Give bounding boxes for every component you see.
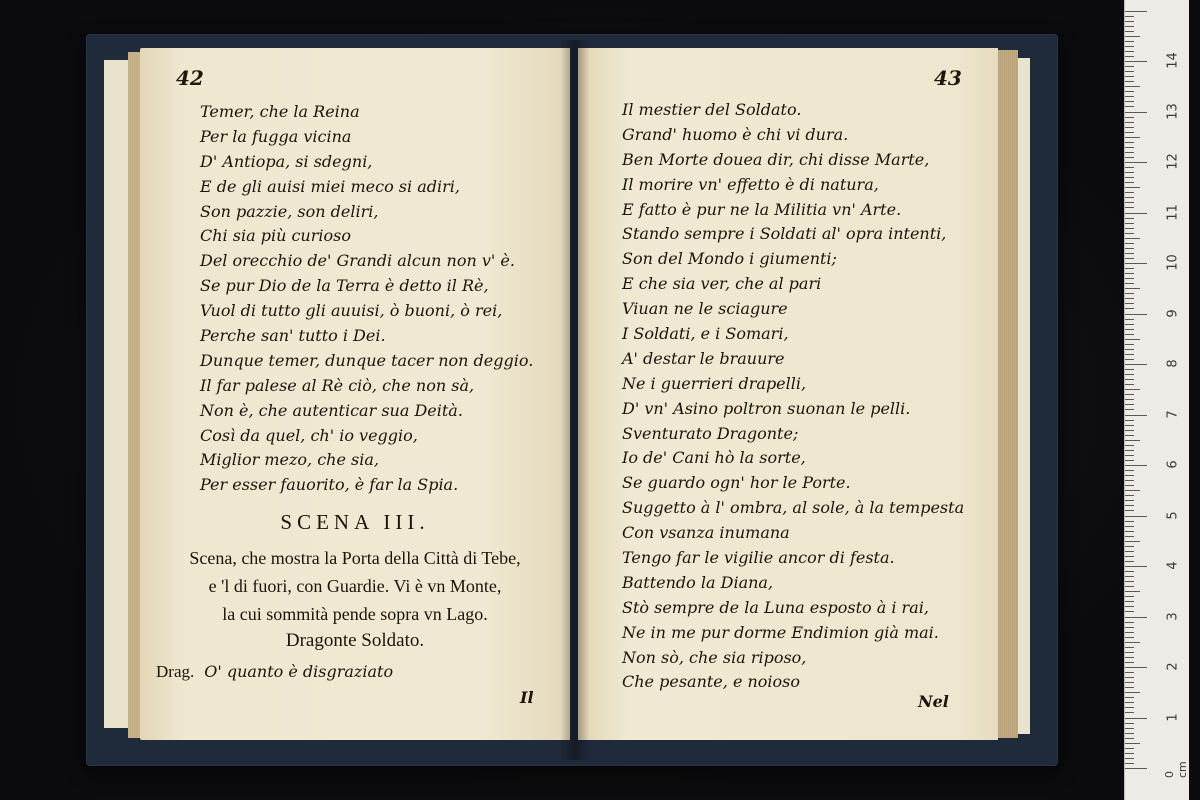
verse-line: Stò sempre de la Luna esposto à i rai, xyxy=(622,597,929,617)
ruler-tick xyxy=(1125,308,1134,309)
speaker-name: Drag. xyxy=(156,662,195,681)
ruler-tick xyxy=(1125,11,1147,12)
ruler-tick xyxy=(1125,430,1134,431)
ruler-tick xyxy=(1125,314,1147,315)
ruler-tick xyxy=(1125,16,1134,17)
ruler-tick xyxy=(1125,652,1134,653)
ruler-tick xyxy=(1125,404,1134,405)
ruler-tick xyxy=(1125,162,1147,163)
ruler-tick xyxy=(1125,228,1134,229)
verse-line: Ne in me pur dorme Endimion già mai. xyxy=(622,622,939,642)
ruler-tick xyxy=(1125,627,1134,628)
verse-line: A' destar le brauure xyxy=(622,348,785,368)
ruler-tick xyxy=(1125,561,1134,562)
ruler-tick xyxy=(1125,586,1134,587)
ruler-tick xyxy=(1125,505,1134,506)
ruler-tick xyxy=(1125,36,1140,37)
ruler-tick xyxy=(1125,71,1134,72)
ruler-tick xyxy=(1125,56,1134,57)
ruler-tick xyxy=(1125,86,1140,87)
verse-line: Se pur Dio de la Terra è detto il Rè, xyxy=(200,276,489,296)
ruler-tick xyxy=(1125,526,1134,527)
ruler-number: 6 xyxy=(1165,460,1181,469)
ruler-tick xyxy=(1125,697,1134,698)
ruler-tick xyxy=(1125,369,1134,370)
verse-line: Viuan ne le sciagure xyxy=(622,299,788,319)
speaker-line xyxy=(156,662,393,682)
ruler-tick xyxy=(1125,384,1134,385)
ruler-tick xyxy=(1125,374,1134,375)
ruler-number: 3 xyxy=(1165,611,1181,621)
ruler-tick xyxy=(1125,364,1147,365)
ruler-tick xyxy=(1125,329,1134,330)
scene-heading: SCENA III. xyxy=(280,510,430,534)
verse-line: Per esser fauorito, è far la Spia. xyxy=(200,475,459,495)
ruler-tick xyxy=(1125,617,1147,618)
ruler-number: 13 xyxy=(1165,102,1181,120)
verse-line: Ne i guerrieri drapelli, xyxy=(622,373,807,393)
ruler-tick xyxy=(1125,101,1134,102)
right-catchword: Nel xyxy=(918,692,949,711)
verse-line: Il far palese al Rè ciò, che non sà, xyxy=(200,375,475,395)
right-verse-list xyxy=(622,98,964,695)
ruler-tick xyxy=(1125,723,1134,724)
ruler-tick xyxy=(1125,66,1134,67)
ruler-tick xyxy=(1125,546,1134,547)
ruler-tick xyxy=(1125,510,1134,511)
ruler-tick xyxy=(1125,672,1134,673)
ruler-tick xyxy=(1125,207,1134,208)
verse-line: Ben Morte douea dir, chi disse Marte, xyxy=(622,149,930,169)
ruler-tick xyxy=(1125,213,1147,214)
ruler-tick xyxy=(1125,91,1134,92)
ruler-number: 1 xyxy=(1165,712,1181,722)
ruler-tick xyxy=(1125,223,1134,224)
ruler-number: 12 xyxy=(1165,153,1181,170)
ruler-tick xyxy=(1125,485,1134,486)
ruler-tick xyxy=(1125,349,1134,350)
verse-line: Perche san' tutto i Dei. xyxy=(200,326,386,346)
ruler-tick xyxy=(1125,344,1134,345)
ruler-tick xyxy=(1125,718,1147,719)
scene-description xyxy=(140,544,570,628)
verse-line: Temer, che la Reina xyxy=(200,102,360,121)
ruler-tick xyxy=(1125,157,1134,158)
verse-line: Non sò, che sia riposo, xyxy=(622,647,807,667)
ruler-tick xyxy=(1125,475,1134,476)
ruler-tick xyxy=(1125,682,1134,683)
left-page xyxy=(140,48,570,740)
ruler-tick xyxy=(1125,268,1134,269)
right-flyleaf xyxy=(1016,58,1030,734)
verse-line: Suggetto à l' ombra, al sole, à la tempesta xyxy=(622,498,965,518)
ruler-unit-label: 0 cm xyxy=(1163,761,1189,778)
ruler-tick xyxy=(1125,667,1147,668)
ruler-tick xyxy=(1125,394,1134,395)
ruler-tick xyxy=(1125,551,1134,552)
ruler-number: 14 xyxy=(1165,52,1181,69)
verse-line: Non è, che autenticar sua Deità. xyxy=(200,400,463,420)
ruler-tick xyxy=(1125,152,1134,153)
ruler-tick xyxy=(1125,738,1134,739)
ruler-tick xyxy=(1125,172,1134,173)
ruler-tick xyxy=(1125,106,1134,107)
ruler-tick xyxy=(1125,450,1134,451)
right-page-edges xyxy=(996,50,1018,738)
ruler-number: 11 xyxy=(1165,203,1181,221)
ruler-tick xyxy=(1125,571,1134,572)
ruler-tick xyxy=(1125,324,1134,325)
ruler-tick xyxy=(1125,440,1140,441)
ruler-tick xyxy=(1125,21,1134,22)
ruler-tick xyxy=(1125,637,1134,638)
ruler-tick xyxy=(1125,278,1134,279)
character-heading: Dragonte Soldato. xyxy=(285,630,425,651)
verse-line: Son del Mondo i giumenti; xyxy=(622,249,837,269)
verse-line: I Soldati, e i Somari, xyxy=(622,324,789,344)
left-page-number: 42 xyxy=(176,66,204,90)
ruler-number: 9 xyxy=(1165,308,1181,318)
verse-line: Grand' huomo è chi vi dura. xyxy=(622,124,849,144)
ruler-tick xyxy=(1125,283,1134,284)
verse-line: Chi sia più curioso xyxy=(200,226,351,246)
ruler-tick xyxy=(1125,490,1140,491)
verse-line: E che sia ver, che al pari xyxy=(622,274,822,294)
ruler-tick xyxy=(1125,596,1134,597)
verse-line: D' Antiopa, si sdegni, xyxy=(200,151,373,171)
ruler-tick xyxy=(1125,707,1134,708)
verse-line: Del orecchio de' Grandi alcun non v' è. xyxy=(200,251,515,271)
ruler-tick xyxy=(1125,61,1147,62)
ruler-tick xyxy=(1125,132,1134,133)
ruler-tick xyxy=(1125,591,1140,592)
ruler-tick xyxy=(1125,81,1134,82)
ruler-tick xyxy=(1125,319,1134,320)
verse-line: Io de' Cani hò la sorte, xyxy=(622,448,806,468)
ruler-tick xyxy=(1125,147,1134,148)
ruler-tick xyxy=(1125,743,1140,744)
ruler-tick xyxy=(1125,753,1134,754)
verse-line: Battendo la Diana, xyxy=(622,572,774,592)
speaker-first-line: O' quanto è disgraziato xyxy=(204,662,394,681)
ruler-tick xyxy=(1125,46,1134,47)
ruler-tick xyxy=(1125,480,1134,481)
ruler-tick xyxy=(1125,238,1140,239)
ruler-tick xyxy=(1125,728,1134,729)
ruler-tick xyxy=(1125,288,1140,289)
ruler-tick xyxy=(1125,455,1134,456)
ruler-number: 4 xyxy=(1165,561,1181,570)
verse-line: Il mestier del Soldato. xyxy=(622,100,802,119)
ruler-number: 2 xyxy=(1165,662,1181,671)
ruler-tick xyxy=(1125,763,1134,764)
ruler-tick xyxy=(1125,632,1134,633)
left-verse-list xyxy=(200,100,533,498)
ruler-tick xyxy=(1125,339,1140,340)
ruler-tick xyxy=(1125,692,1140,693)
ruler-tick xyxy=(1125,293,1134,294)
verse-line: Miglior mezo, che sia, xyxy=(200,450,379,470)
ruler-tick xyxy=(1125,258,1134,259)
ruler-tick xyxy=(1125,202,1134,203)
ruler-tick xyxy=(1125,541,1140,542)
right-page xyxy=(578,48,998,740)
ruler-tick xyxy=(1125,253,1134,254)
ruler-tick xyxy=(1125,601,1134,602)
ruler-tick xyxy=(1125,192,1134,193)
verse-line: Tengo far le vigilie ancor di festa. xyxy=(622,548,895,568)
ruler-tick xyxy=(1125,31,1134,32)
verse-line: Stando sempre i Soldati al' opra intenti, xyxy=(622,224,947,244)
ruler-tick xyxy=(1125,435,1134,436)
ruler-tick xyxy=(1125,248,1134,249)
ruler-tick xyxy=(1125,334,1134,335)
ruler-tick xyxy=(1125,218,1134,219)
verse-line: E de gli auisi miei meco si adiri, xyxy=(200,176,460,196)
verse-line: Vuol di tutto gli auuisi, ò buoni, ò rei, xyxy=(200,301,503,321)
verse-line: Son pazzie, son deliri, xyxy=(200,201,379,221)
ruler-tick xyxy=(1125,51,1134,52)
ruler-tick xyxy=(1125,470,1134,471)
verse-line: Che pesante, e noioso xyxy=(622,672,801,692)
verse-line: D' vn' Asino poltron suonan le pelli. xyxy=(622,398,911,418)
ruler-tick xyxy=(1125,748,1134,749)
ruler-tick xyxy=(1125,409,1134,410)
ruler-tick xyxy=(1125,233,1134,234)
ruler-tick xyxy=(1125,182,1134,183)
ruler-tick xyxy=(1125,521,1134,522)
scene-description-line: la cui sommità pende sopra vn Lago. xyxy=(222,604,488,624)
ruler-tick xyxy=(1125,243,1134,244)
ruler-tick xyxy=(1125,556,1134,557)
ruler-tick xyxy=(1125,662,1134,663)
right-page-number: 43 xyxy=(934,66,962,90)
ruler-tick xyxy=(1125,41,1134,42)
verse-line: E fatto è pur ne la Militia vn' Arte. xyxy=(622,199,902,219)
ruler-number: 5 xyxy=(1165,510,1181,520)
ruler-tick xyxy=(1125,536,1134,537)
ruler-tick xyxy=(1125,566,1147,567)
ruler-tick xyxy=(1125,465,1147,466)
ruler-tick xyxy=(1125,167,1134,168)
ruler-tick xyxy=(1125,26,1134,27)
ruler-tick xyxy=(1125,112,1147,113)
ruler-tick xyxy=(1125,733,1134,734)
ruler-tick xyxy=(1125,702,1134,703)
ruler-tick xyxy=(1125,606,1134,607)
ruler-tick xyxy=(1125,642,1140,643)
book-gutter xyxy=(560,40,590,760)
ruler-tick xyxy=(1125,768,1147,769)
ruler-tick xyxy=(1125,415,1147,416)
verse-line: Così da quel, ch' io veggio, xyxy=(200,425,418,445)
ruler-tick xyxy=(1125,495,1134,496)
ruler-tick xyxy=(1125,137,1140,138)
verse-line: Dunque temer, dunque tacer non deggio. xyxy=(200,350,534,370)
ruler-tick xyxy=(1125,117,1134,118)
ruler-tick xyxy=(1125,303,1134,304)
ruler-tick xyxy=(1125,127,1134,128)
ruler-tick xyxy=(1125,576,1134,577)
ruler-tick xyxy=(1125,516,1147,517)
scene-description-line: e 'l di fuori, con Guardie. Vi è vn Monte, xyxy=(208,576,502,596)
ruler-tick xyxy=(1125,122,1134,123)
scene-description-line: Scena, che mostra la Porta della Città di Tebe, xyxy=(189,548,521,568)
verse-line: Con vsanza inumana xyxy=(622,523,790,543)
verse-line: Per la fugga vicina xyxy=(200,126,352,146)
ruler-tick xyxy=(1125,298,1134,299)
ruler-tick xyxy=(1125,420,1134,421)
ruler-tick xyxy=(1125,500,1134,501)
ruler-tick xyxy=(1125,622,1134,623)
ruler-tick xyxy=(1125,273,1134,274)
ruler-number: 7 xyxy=(1165,409,1181,419)
ruler-tick xyxy=(1125,76,1134,77)
ruler-tick xyxy=(1125,712,1134,713)
ruler-tick xyxy=(1125,197,1134,198)
ruler-tick xyxy=(1125,187,1140,188)
left-catchword: Il xyxy=(520,688,534,707)
ruler-tick xyxy=(1125,647,1134,648)
ruler-tick xyxy=(1125,581,1134,582)
verse-line: Sventurato Dragonte; xyxy=(622,423,799,443)
ruler-tick xyxy=(1125,657,1134,658)
ruler-tick xyxy=(1125,425,1134,426)
verse-line: Il morire vn' effetto è di natura, xyxy=(622,174,879,194)
ruler-number: 8 xyxy=(1165,359,1181,368)
ruler-tick xyxy=(1125,531,1134,532)
verse-line: Se guardo ogn' hor le Porte. xyxy=(622,473,851,493)
ruler-tick xyxy=(1125,677,1134,678)
ruler-tick xyxy=(1125,399,1134,400)
ruler-tick xyxy=(1125,359,1134,360)
ruler-tick xyxy=(1125,611,1134,612)
ruler-tick xyxy=(1125,460,1134,461)
ruler-tick xyxy=(1125,445,1134,446)
ruler-tick xyxy=(1125,389,1140,390)
ruler-tick xyxy=(1125,263,1147,264)
measurement-ruler xyxy=(1124,0,1189,800)
ruler-tick xyxy=(1125,379,1134,380)
ruler-number: 10 xyxy=(1165,254,1181,271)
ruler-tick xyxy=(1125,758,1134,759)
ruler-tick xyxy=(1125,142,1134,143)
ruler-tick xyxy=(1125,177,1134,178)
ruler-tick xyxy=(1125,96,1134,97)
ruler-tick xyxy=(1125,354,1134,355)
ruler-tick xyxy=(1125,687,1134,688)
